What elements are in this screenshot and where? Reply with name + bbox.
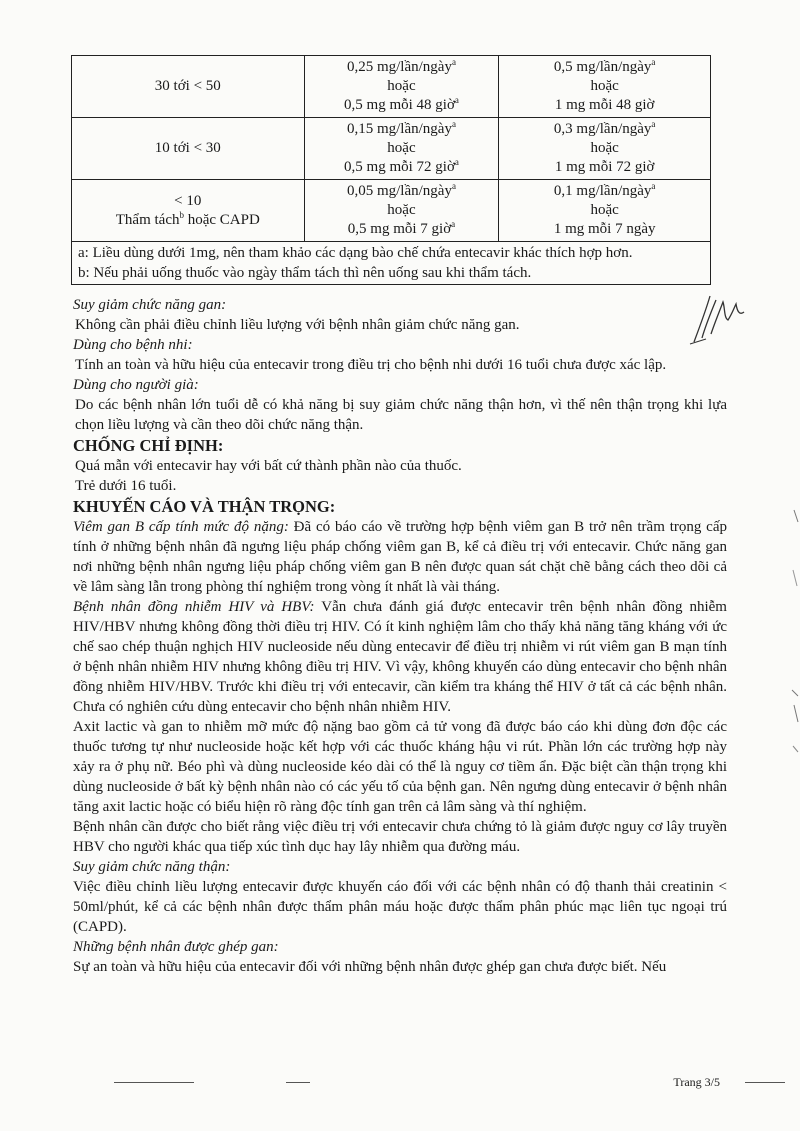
or-text: hoặc	[590, 140, 619, 156]
footer-divider	[114, 1082, 194, 1083]
paragraph-liver: Không cần phải điều chỉnh liều lượng với bệnh nhân giảm chức năng gan.	[75, 317, 520, 333]
footer-divider	[745, 1082, 785, 1083]
heading-warnings: KHUYẾN CÁO VÀ THẬN TRỌNG:	[73, 497, 336, 516]
table-notes	[72, 242, 711, 285]
heading-contraindications: CHỐNG CHỈ ĐỊNH:	[73, 436, 224, 455]
paragraph-contra-1: Quá mẫn với entecavir hay với bất cứ thành phần nào của thuốc.	[75, 458, 462, 474]
subheading-children: Dùng cho bệnh nhi:	[73, 337, 193, 353]
footnote-a: a: Liều dùng dưới 1mg, nên tham khảo các dạng bào chế chứa entecavir khác thích hợp hơn.	[78, 245, 633, 261]
dose-cell	[499, 118, 711, 180]
paragraph-lactic: Axit lactic và gan to nhiễm mỡ mức độ nặng bao gồm cả tử vong đã được báo cáo khi dùng đơn độc các thuốc tương tự như nucleoside hoặc kết hợp với các thuốc kháng hậu vi rút. Phần lớn các trường hợp này xảy ra ở phụ nữ. Béo phì và dùng nucleoside kéo dài có thể là nguy cơ tiềm ẩn. Đặc biệt cần thận trọng khi dùng nucleoside ở bất kỳ bệnh nhân nào có các yếu tố của bệnh gan. Nên ngưng dùng entecavir ở bệnh nhân tăng axit lactic hoặc có biểu hiện rõ ràng độc tính gan trên cả lâm sàng và thí nghiệm.	[73, 719, 727, 815]
renal-dose-table	[71, 55, 711, 285]
table-row	[72, 180, 711, 242]
dose-text: 0,5 mg mỗi 7 giờ	[347, 221, 452, 237]
table-row	[72, 56, 711, 118]
footnote-mark: a	[451, 181, 456, 191]
hepatitis-text: Đã có báo cáo về trường hợp bệnh viêm gan B trở nên trầm trọng cấp tính ở những bệnh nhân đã ngưng liệu pháp chống viêm gan B, kể cả điều trị với entecavir. Chức năng gan nơi những bệnh nhân ngưng liệu pháp chống viêm gan B nên được quan sát chặt chẽ bằng cách theo dõi cả về lâm sàng lẫn trong phòng thí nghiệm trong vòng ít nhất là vài tháng.	[73, 519, 727, 595]
or-text: hoặc	[387, 78, 416, 94]
dose-cell	[304, 56, 499, 118]
crcl-value: hoặc CAPD	[183, 211, 260, 228]
subheading-transplant: Những bệnh nhân được ghép gan:	[73, 939, 279, 955]
subheading-hiv: Bệnh nhân đồng nhiễm HIV và HBV:	[73, 599, 315, 615]
dose-cell	[499, 56, 711, 118]
dose-text: 0,5 mg mỗi 72 giờ	[344, 159, 455, 175]
dose-text: 0,5 mg/lần/ngày	[553, 59, 652, 75]
dose-text: 0,5 mg mỗi 48 giờ	[344, 97, 455, 113]
footnote-mark: a	[651, 181, 656, 191]
or-text: hoặc	[387, 140, 416, 156]
subheading-kidney: Suy giảm chức năng thận:	[73, 859, 231, 875]
table-note-row	[72, 242, 711, 285]
paragraph-hepatitis	[73, 517, 727, 597]
crcl-cell	[72, 56, 305, 118]
or-text: hoặc	[590, 78, 619, 94]
table-row	[72, 118, 711, 180]
page-footer	[0, 1068, 800, 1098]
dose-cell	[304, 118, 499, 180]
dose-text: 1 mg mỗi 7 ngày	[553, 221, 656, 237]
dose-cell	[304, 180, 499, 242]
dose-text: 1 mg mỗi 48 giờ	[554, 97, 655, 113]
hiv-text: Vẫn chưa đánh giá được entecavir trên bệnh nhân đồng nhiễm HIV/HBV nhưng không đồng thời điều trị HIV. Có ít kinh nghiệm lâm cho thấy khả năng tăng kháng với ức chế sao chép thuận nghịch HIV nucleoside nếu dùng entecavir để điều trị nhiễm vi rút viêm gan B mạn tính ở bệnh nhân nhiễm HIV nhưng không điều trị HIV. Vì vậy, không khuyến cáo dùng entecavir cho bệnh nhân đồng nhiễm HIV/HBV. Trước khi điều trị với entecavir, cần kiểm tra kháng thể HIV ở tất cả các bệnh nhân. Chưa có nghiên cứu dùng entecavir cho bệnh nhân nhiễm HIV.	[73, 599, 727, 715]
crcl-value: 10 tới < 30	[154, 140, 221, 156]
footnote-b: b: Nếu phải uống thuốc vào ngày thẩm tách thì nên uống sau khi thẩm tách.	[78, 265, 532, 281]
crcl-cell	[72, 118, 305, 180]
paragraph-children: Tính an toàn và hữu hiệu của entecavir trong điều trị cho bệnh nhi dưới 16 tuổi chưa được xác lập.	[75, 357, 667, 373]
or-text: hoặc	[590, 202, 619, 218]
footnote-mark: a	[451, 119, 456, 129]
dose-cell	[499, 180, 711, 242]
dose-text: 1 mg mỗi 72 giờ	[554, 159, 655, 175]
document-body	[73, 295, 727, 977]
subheading-hepatitis: Viêm gan B cấp tính mức độ nặng:	[73, 519, 289, 535]
paragraph-elderly: Do các bệnh nhân lớn tuổi dễ có khả năng bị suy giảm chức năng thận hơn, vì thế nên thận trọng khi lựa chọn liều lượng và cần theo dõi chức năng thận.	[75, 397, 727, 433]
or-text: hoặc	[387, 202, 416, 218]
dose-text: 0,05 mg/lần/ngày	[346, 183, 452, 199]
dose-text: 0,3 mg/lần/ngày	[553, 121, 652, 137]
dose-text: 0,15 mg/lần/ngày	[346, 121, 452, 137]
scan-edge-marks	[788, 490, 800, 790]
page-number: Trang 3/5	[673, 1075, 720, 1089]
subheading-elderly: Dùng cho người già:	[73, 377, 199, 393]
crcl-value: 30 tới < 50	[154, 78, 221, 94]
subheading-liver: Suy giảm chức năng gan:	[73, 297, 227, 313]
footnote-mark: a	[454, 95, 459, 105]
footnote-mark: a	[451, 219, 456, 229]
paragraph-kidney: Việc điều chỉnh liều lượng entecavir được khuyến cáo đối với các bệnh nhân có độ thanh thải creatinin < 50ml/phút, kể cả các bệnh nhân được thẩm phân máu hoặc được thẩm phân phúc mạc liên tục ngoại trú (CAPD).	[73, 879, 727, 935]
paragraph-inform: Bệnh nhân cần được cho biết rằng việc điều trị với entecavir chưa chứng tỏ là giảm được nguy cơ lây truyền HBV cho người khác qua tiếp xúc tình dục hay lây nhiễm qua đường máu.	[73, 819, 727, 855]
dose-text: 0,25 mg/lần/ngày	[346, 59, 452, 75]
paragraph-transplant: Sự an toàn và hữu hiệu của entecavir đối với những bệnh nhân được ghép gan chưa được biết. Nếu	[73, 959, 667, 975]
crcl-cell	[72, 180, 305, 242]
footnote-mark: a	[451, 57, 456, 67]
paragraph-contra-2: Trẻ dưới 16 tuổi.	[75, 478, 177, 494]
crcl-value: Thẩm tách	[115, 211, 180, 228]
footer-divider	[286, 1082, 310, 1083]
dose-text: 0,1 mg/lần/ngày	[553, 183, 652, 199]
footnote-mark: a	[454, 157, 459, 167]
footnote-mark: a	[651, 57, 656, 67]
paragraph-hiv	[73, 597, 727, 717]
crcl-value: < 10	[174, 192, 202, 209]
footnote-mark: b	[179, 209, 184, 220]
footnote-mark: a	[651, 119, 656, 129]
